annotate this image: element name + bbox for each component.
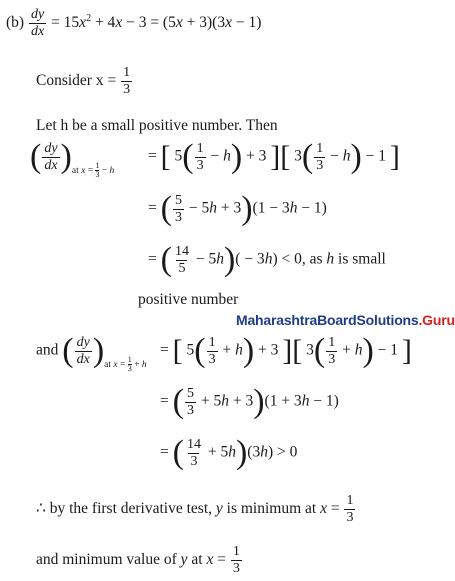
min-value-line: and minimum value of y at x = $\frac{1}{3}$ [36,544,240,576]
let-h-text: Let h be a small positive number. Then [36,117,278,134]
left-derivative-label: ( $\frac{dy}{dx}$ )$_{at x = \frac{1}{3} - h}$ [30,138,115,179]
right-step-3: = ( $\frac{14}{3}$ + 5h)(3h) > 0 [160,434,298,471]
left-step-1: = [ 5( $\frac{1}{3}$ − h) + 3 ][ 3( $\frac{1}{3}$ − h) − 1 ] [148,138,400,175]
derivative-line [6,8,261,39]
right-step-2: = ( $\frac{5}{3}$ + 5h + 3)(1 + 3h − 1) [160,383,339,420]
right-comment: > 0 [277,443,298,461]
right-derivative-label: and ( $\frac{dy}{dx}$ )$_{at x = \frac{1}{3} + h}$ [36,332,147,373]
one-third-fraction: $\frac{1}{3}$ [123,65,131,97]
part-label: (b) [6,14,25,32]
right-subscript: at x = 1 3 + h [104,354,147,373]
left-comment-2: positive number [138,291,239,308]
consider-line [36,66,133,97]
left-comment: < 0, as h is small [281,250,386,268]
right-step-1: = [ 5( $\frac{1}{3}$ + h) + 3 ][ 3( $\frac{1}{3}$ + h) − 1 ] [160,332,412,369]
let-h-line [36,118,278,134]
left-step-3: = ( $\frac{14}{5}$ − 5h)( − 3h) < 0, as h is small [148,241,386,278]
dy-dx-fraction: $\frac{dy}{dx}$ [30,7,45,39]
watermark-logo: MaharashtraBoardSolutions.Guru [236,312,455,328]
left-subscript: at x = 1 3 − h [71,160,115,179]
min-value-text: and minimum value of y at x = [36,551,226,569]
consider-text: Consider x = [36,72,117,90]
derivative-expression: = $15x^2 + 4x - 3 = (5x + 3)(3x - 1)$ [51,12,262,32]
conclusion-text: ∴ by the first derivative test, y is minimum at x = [36,500,340,518]
and-label: and [36,341,59,359]
left-step-2: = ( $\frac{5}{3}$ − 5h + 3)(1 − 3h − 1) [148,190,327,227]
conclusion-line: ∴ by the first derivative test, y is minimum at x = $\frac{1}{3}$ [36,493,354,525]
